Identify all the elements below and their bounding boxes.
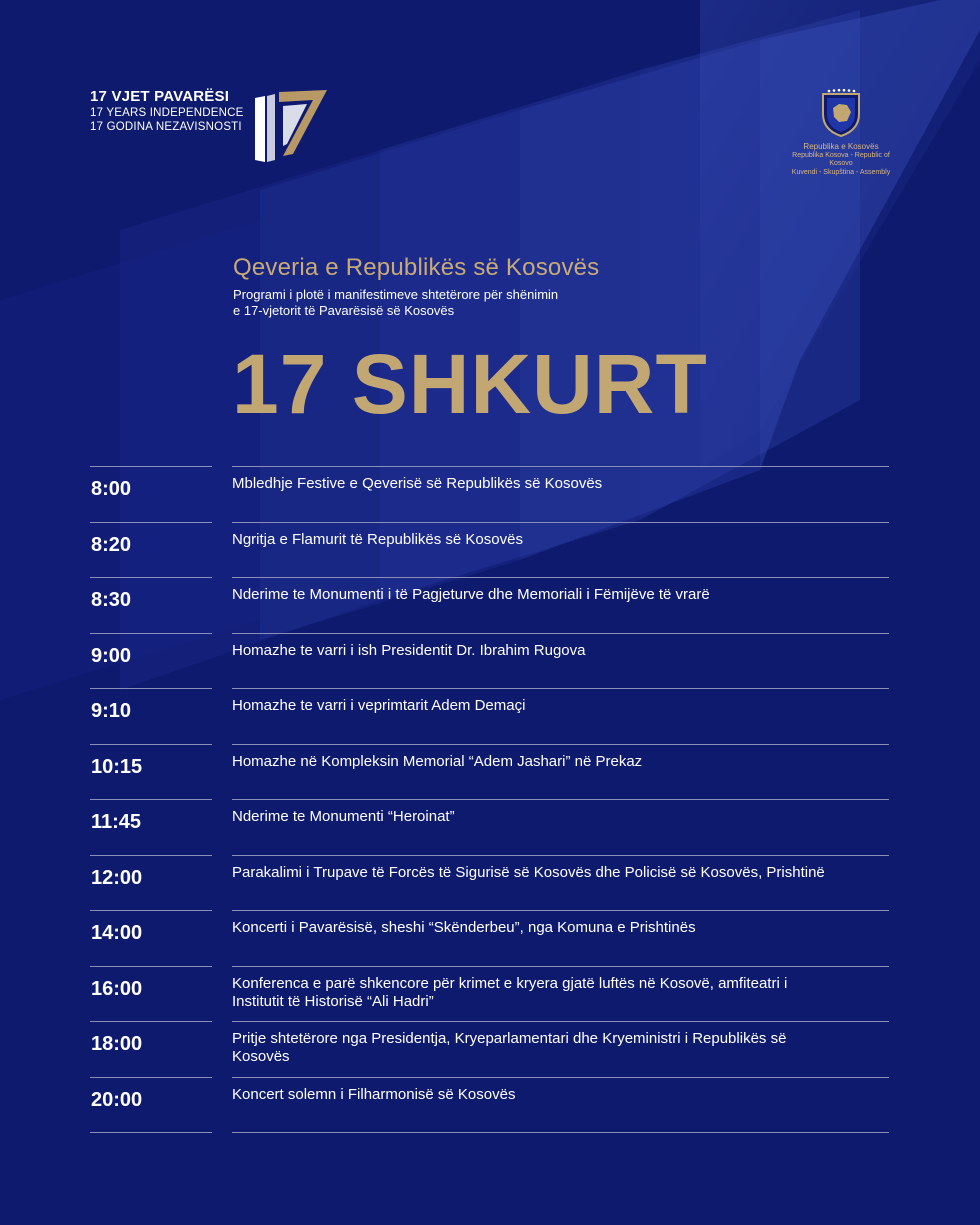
schedule-time: 12:00 [91, 866, 143, 889]
schedule-row [90, 522, 890, 578]
subtitle-line-2: e 17-vjetorit të Pavarësisë së Kosovës [233, 303, 455, 318]
divider [90, 1021, 212, 1022]
schedule-event: Nderime te Monumenti i të Pagjeturve dhe Memoriali i Fëmijëve të vrarë [232, 586, 710, 603]
divider [90, 910, 212, 911]
schedule-event: Koncert solemn i Filharmonisë së Kosovës [232, 1085, 516, 1103]
schedule-event: Homazhe te varri i veprimtarit Adem Demaçi [232, 697, 526, 714]
schedule-time: 9:00 [91, 644, 132, 667]
divider [90, 1077, 212, 1078]
emblem-text-line2: Republika Kosova - Republic of Kosovo [792, 151, 890, 167]
schedule-bottom-divider [90, 1132, 890, 1134]
schedule-row [90, 466, 890, 522]
schedule-event: Mbledhje Festive e Qeverisë së Republikës së Kosovës [232, 475, 603, 492]
divider [90, 577, 212, 578]
schedule-event: Pritje shtetërore nga Presidentja, Kryeparlamentari dhe Kryeministri i Republikës së Kosovës [232, 1030, 787, 1065]
divider [232, 1132, 889, 1133]
divider [90, 466, 212, 467]
schedule-event: Koncerti i Pavarësisë, sheshi “Skënderbeu”, nga Komuna e Prishtinës [232, 919, 696, 936]
divider [90, 688, 212, 689]
schedule-time: 11:45 [91, 811, 142, 833]
divider [232, 1077, 889, 1078]
schedule-time: 8:20 [91, 533, 132, 556]
schedule-event: Nderime te Monumenti “Heroinat” [232, 808, 455, 825]
emblem-text-line1: Republika e Kosovës [803, 142, 879, 151]
divider [90, 966, 212, 967]
logo-title: 17 VJET PAVARËSI [90, 88, 230, 105]
schedule-event: Konferenca e parë shkencore për krimet e kryera gjatë luftës në Kosovë, amfiteatri i Institutit të Historisë “Ali Hadri” [232, 974, 788, 1010]
divider [232, 633, 889, 634]
schedule-row [90, 744, 890, 800]
schedule-row [90, 577, 890, 633]
schedule-event: Parakalimi i Trupave të Forcës të Sigurisë së Kosovës dhe Policisë së Kosovës, Prishtinë [232, 863, 825, 881]
schedule-time: 18:00 [91, 1033, 143, 1055]
schedule-time: 20:00 [91, 1088, 143, 1111]
schedule-row [90, 633, 890, 689]
divider [232, 577, 889, 578]
schedule-list [90, 466, 890, 1134]
schedule-event: Ngritja e Flamurit të Republikës së Kosovës [232, 530, 523, 548]
divider [232, 466, 889, 467]
schedule-row [90, 966, 890, 1022]
schedule-time: 9:10 [91, 700, 132, 722]
kosovo-coat-of-arms-icon [819, 88, 863, 138]
schedule-time: 14:00 [91, 922, 143, 944]
schedule-row [90, 1077, 890, 1133]
government-title: Qeveria e Republikës së Kosovës [233, 254, 600, 281]
schedule-row [90, 1021, 890, 1077]
schedule-event: Homazhe te varri i ish Presidentit Dr. Ibrahim Rugova [232, 641, 586, 659]
divider [90, 633, 212, 634]
divider [232, 688, 889, 689]
page-heading [233, 253, 599, 319]
divider [90, 1132, 212, 1133]
17-logo-mark-icon [253, 90, 329, 164]
divider [232, 744, 889, 745]
divider [232, 855, 889, 856]
emblem-text-line3: Kuvendi - Skupština - Assembly [791, 168, 891, 176]
divider [232, 799, 889, 800]
divider [90, 855, 212, 856]
divider [232, 1021, 889, 1022]
divider [90, 799, 212, 800]
divider [232, 522, 889, 523]
date-title: 17 SHKURT [232, 337, 708, 431]
divider [90, 744, 212, 745]
schedule-time: 8:00 [91, 478, 132, 500]
divider [232, 966, 889, 967]
schedule-time: 8:30 [91, 589, 132, 611]
program-subtitle [233, 287, 599, 319]
assembly-emblem [788, 88, 894, 177]
divider [90, 522, 212, 523]
schedule-row [90, 910, 890, 966]
anniversary-logo-text [90, 88, 244, 134]
divider [232, 910, 889, 911]
schedule-row [90, 799, 890, 855]
schedule-row [90, 688, 890, 744]
schedule-row [90, 855, 890, 911]
schedule-time: 10:15 [91, 755, 143, 778]
logo-subtitle-sr: 17 GODINA NEZAVISNOSTI [90, 121, 242, 133]
schedule-time: 16:00 [91, 977, 143, 1000]
logo-subtitle-en: 17 YEARS INDEPENDENCE [90, 107, 244, 119]
subtitle-line-1: Programi i plotë i manifestimeve shtetërore për shënimin [233, 287, 559, 302]
schedule-event: Homazhe në Kompleksin Memorial “Adem Jashari” në Prekaz [232, 752, 643, 770]
